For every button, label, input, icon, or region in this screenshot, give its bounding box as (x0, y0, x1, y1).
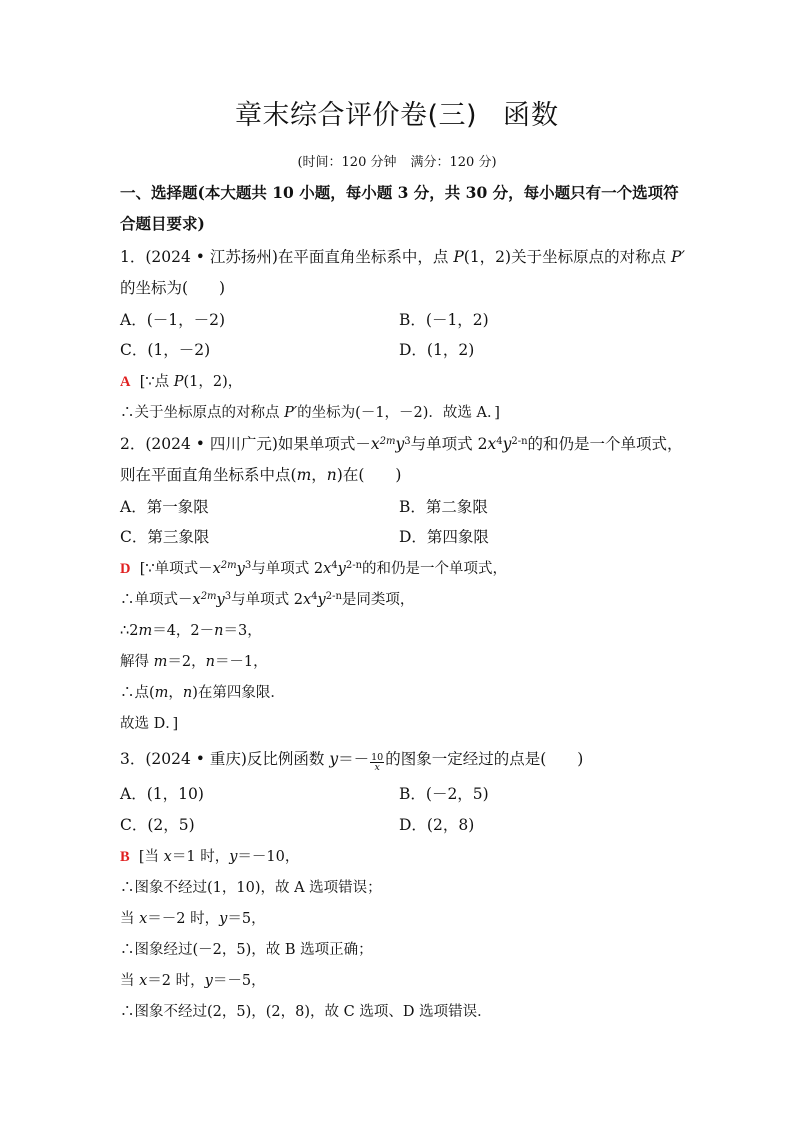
exam-info (0, 153, 794, 173)
time-limit: (时间：120 分钟 (297, 155, 397, 170)
q3-option-c: C．(2，5) (120, 816, 195, 834)
q3-answer-line-2: ∴图象不经过(1，10)，故 A 选项错误； (120, 880, 382, 896)
q2-answer-line-3: ∴2m＝4，2－n＝3， (120, 623, 262, 639)
q2-option-d: D．第四象限 (399, 528, 489, 546)
q3-answer-line-5: 当 x＝2 时，y＝－5， (120, 973, 266, 989)
full-score: 满分：120 分) (410, 155, 497, 170)
question-1-stem: 1．(2024 • 江苏扬州)在平面直角坐标系中，点 P(1，2)关于坐标原点的对称点 P′ (120, 248, 685, 266)
q2-option-a: A．第一象限 (120, 498, 209, 516)
q3-option-a: A．(1，10) (120, 785, 204, 803)
page-title (0, 96, 794, 136)
title-subject: 函数 (503, 100, 560, 131)
q3-answer-line-6: ∴图象不经过(2，5)，(2，8)，故 C 选项、D 选项错误． (120, 1004, 492, 1020)
q2-answer-letter: D (120, 561, 131, 577)
question-1-stem-cont: 的坐标为( ) (120, 279, 226, 297)
q2-answer-line-6: 故选 D．] (120, 716, 179, 732)
q1-answer-line-1: A [∵点 P(1，2)， (120, 374, 243, 390)
q3-answer-line-4: ∴图象经过(－2，5)，故 B 选项正确； (120, 942, 373, 958)
q3-answer-line-1: B [当 x＝1 时，y＝－10， (120, 849, 300, 865)
q3-answer-line-3: 当 x＝－2 时，y＝5， (120, 911, 266, 927)
q1-answer-letter: A (120, 374, 131, 390)
q1-option-d: D．(1，2) (399, 341, 475, 359)
q1-option-a: A．(－1，－2) (120, 311, 226, 329)
q2-answer-line-4: 解得 m＝2，n＝－1， (120, 654, 268, 670)
section-heading: 一、选择题(本大题共 10 小题，每小题 3 分，共 30 分，每小题只有一个选项符 (120, 183, 679, 202)
title-main: 章末综合评价卷(三) (234, 100, 478, 131)
q2-option-b: B．第二象限 (399, 498, 488, 516)
q3-option-d: D．(2，8) (399, 816, 475, 834)
q2-answer-line-1: D [∵单项式$-x^{2m}y^3$与单项式 $2x^4y^{2-n}$的和仍是一个单项式， (120, 560, 508, 577)
question-2-stem-cont: 则在平面直角坐标系中点(m，n)在( ) (120, 466, 402, 484)
fraction-10-over-x: $\frac{10}{x}$ (371, 752, 384, 773)
q3-answer-letter: B (120, 849, 130, 865)
q1-option-c: C．(1，－2) (120, 341, 211, 359)
q3-option-b: B．(－2，5) (399, 785, 489, 803)
q1-option-b: B．(－1，2) (399, 311, 489, 329)
section-heading-cont: 合题目要求) (120, 214, 205, 233)
question-3-stem: 3．(2024 • 重庆)反比例函数 y＝－ $\frac{10}{x}$ 的图象一定经过的点是( ) (120, 750, 584, 773)
q2-option-c: C．第三象限 (120, 528, 210, 546)
question-2-stem: 2．(2024 • 四川广元)如果单项式$-x^{2m}y^3$与单项式 $2x^4y^{2-n}$的和仍是一个单项式， (120, 435, 683, 453)
q2-answer-line-5: ∴点(m，n)在第四象限． (120, 685, 285, 701)
q1-answer-line-2: ∴关于坐标原点的对称点 P′的坐标为(－1，－2)．故选 A．] (120, 405, 500, 421)
q2-answer-line-2: ∴单项式$-x^{2m}y^3$与单项式 $2x^4y^{2-n}$是同类项， (120, 591, 415, 608)
